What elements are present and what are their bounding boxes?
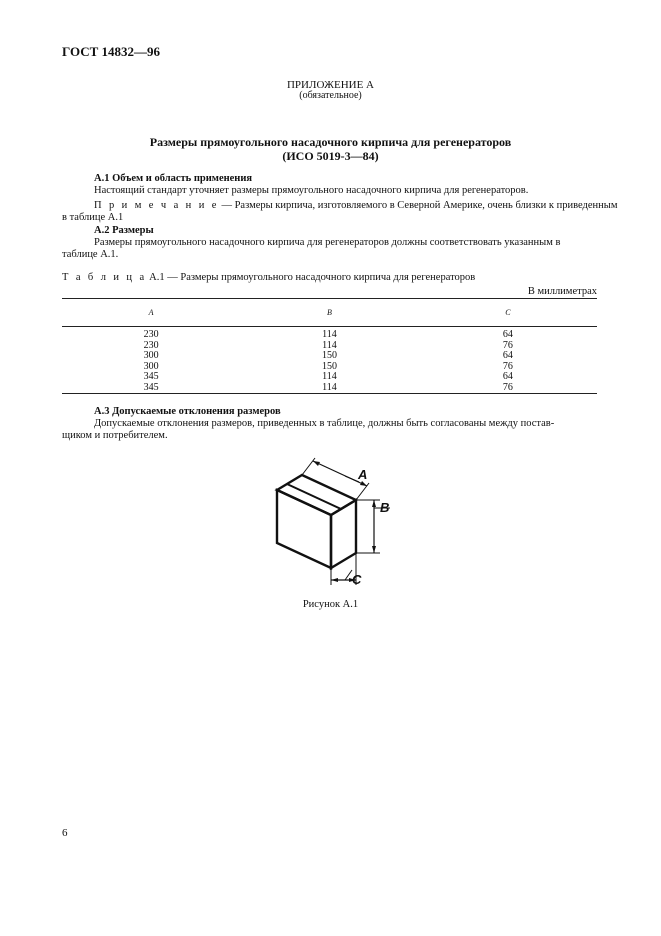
dim-a-arrow-1 bbox=[313, 461, 320, 466]
table-cell: 76 bbox=[502, 339, 513, 351]
table-cell: 114 bbox=[322, 381, 337, 393]
table-cell: 114 bbox=[322, 329, 337, 340]
dim-b-arrow-1 bbox=[372, 500, 376, 507]
note-line-1: — Размеры кирпича, изготовляемого в Северной Америке, очень близки к приведенным bbox=[218, 200, 618, 211]
figure-label-b: B bbox=[380, 500, 390, 515]
column-header-c: C bbox=[419, 299, 597, 327]
section-2-text-line-2: таблице А.1. bbox=[62, 249, 119, 260]
section-2-heading: А.2 Размеры bbox=[94, 225, 154, 236]
table-row bbox=[62, 351, 597, 362]
standard-code: ГОСТ 14832—96 bbox=[62, 44, 161, 59]
table-bottom-rule bbox=[62, 393, 597, 394]
table-row bbox=[62, 372, 597, 383]
appendix-status: (обязательное) bbox=[299, 90, 362, 101]
table-row bbox=[62, 327, 597, 341]
figure-caption: Рисунок А.1 bbox=[302, 599, 359, 610]
brick-top-face bbox=[277, 475, 356, 515]
table-caption-label: Т а б л и ц а bbox=[62, 272, 147, 283]
table-cell: 64 bbox=[502, 350, 513, 361]
title-line-1: Размеры прямоугольного насадочного кирпича для регенераторов bbox=[149, 135, 512, 149]
table-cell: 150 bbox=[321, 350, 337, 361]
table-cell: 114 bbox=[322, 339, 337, 351]
note-line-2: в таблице А.1 bbox=[62, 212, 124, 223]
section-2-text-line-1: Размеры прямоугольного насадочного кирпича для регенераторов должны соответствовать указанным в bbox=[94, 237, 561, 248]
section-1-text: Настоящий стандарт уточняет размеры прямоугольного насадочного кирпича для регенераторов. bbox=[94, 185, 529, 196]
table-cell: 300 bbox=[143, 350, 159, 361]
table-cell: 300 bbox=[143, 360, 159, 372]
table-cell: 230 bbox=[143, 339, 159, 351]
table-caption bbox=[62, 272, 475, 284]
figure-label-c: C bbox=[352, 572, 362, 587]
figure-label-a: A bbox=[358, 467, 368, 482]
table-cell: 114 bbox=[322, 371, 337, 382]
section-3-heading: А.3 Допускаемые отклонения размеров bbox=[94, 406, 281, 417]
table-cell: 76 bbox=[502, 381, 513, 393]
table-cell: 230 bbox=[143, 329, 159, 340]
appendix-header bbox=[0, 79, 661, 101]
brick-side-face bbox=[331, 500, 356, 568]
section-3-text-line-1: Допускаемые отклонения размеров, приведенных в таблице, должны быть согласованы между постав- bbox=[94, 418, 555, 429]
dim-a-leader bbox=[345, 476, 359, 482]
column-header-a: A bbox=[62, 299, 240, 327]
dim-c-leader bbox=[345, 570, 352, 580]
page-number: 6 bbox=[62, 827, 68, 839]
note-label: П р и м е ч а н и е bbox=[94, 200, 219, 211]
dim-c-arrow-1 bbox=[331, 578, 338, 582]
table-units: В миллиметрах bbox=[527, 286, 597, 297]
appendix-label: ПРИЛОЖЕНИЕ А bbox=[286, 79, 374, 91]
table-cell: 150 bbox=[321, 360, 337, 372]
brick-top-stripe bbox=[287, 484, 341, 509]
section-1-heading: А.1 Объем и область применения bbox=[94, 173, 253, 184]
document-title bbox=[0, 135, 661, 163]
section-3-text-line-2: щиком и потребителем. bbox=[62, 430, 168, 441]
table-cell: 64 bbox=[502, 371, 513, 382]
table-cell: 76 bbox=[502, 360, 513, 372]
table-header-row bbox=[62, 299, 597, 327]
table-row bbox=[62, 383, 597, 394]
table-cell: 345 bbox=[143, 371, 159, 382]
table-cell: 345 bbox=[143, 381, 159, 393]
dim-a-extension-1 bbox=[302, 458, 315, 475]
dim-b-arrow-2 bbox=[372, 546, 376, 553]
section-1-note bbox=[94, 200, 617, 212]
column-header-b: B bbox=[240, 299, 419, 327]
table-cell: 64 bbox=[502, 329, 513, 340]
table-caption-text: А.1 — Размеры прямоугольного насадочного кирпича для регенераторов bbox=[146, 272, 476, 283]
dimensions-table bbox=[62, 299, 597, 393]
brick-figure bbox=[255, 455, 405, 595]
title-line-2: (ИСО 5019-3—84) bbox=[282, 149, 379, 163]
